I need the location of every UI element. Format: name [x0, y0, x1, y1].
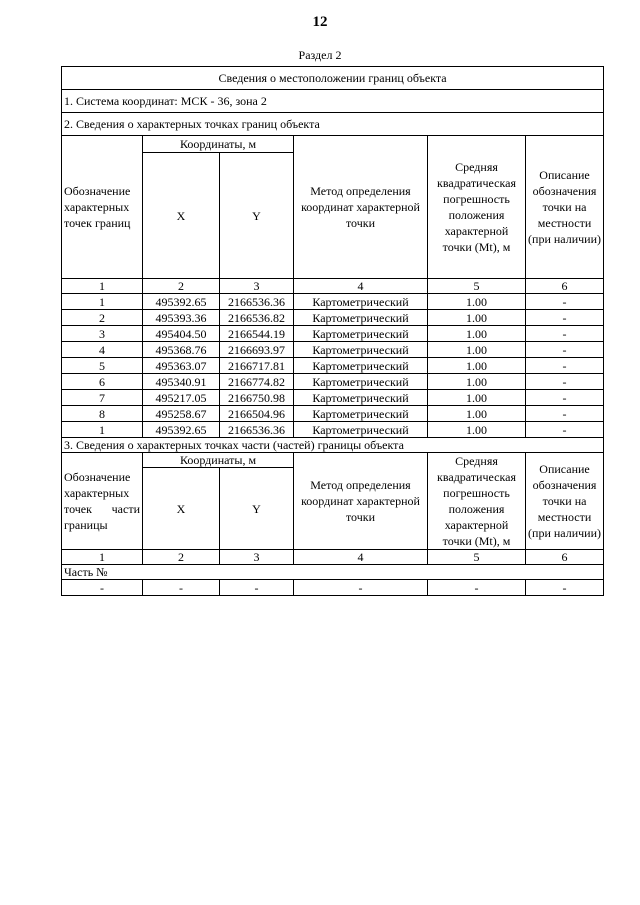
accuracy: 1.00 — [428, 310, 526, 326]
table-row — [62, 294, 604, 310]
accuracy: 1.00 — [428, 326, 526, 342]
table-title: Сведения о местоположении границ объекта — [62, 67, 604, 90]
description: - — [526, 326, 604, 342]
parts-header-coordinates: Координаты, м — [143, 453, 294, 468]
table-row — [62, 358, 604, 374]
header-accuracy: Средняя квадратическая погрешность положения характерной точки (Mt), м — [428, 136, 526, 279]
parts-index-row — [62, 550, 604, 565]
method: Картометрический — [294, 326, 428, 342]
header-y: Y — [220, 153, 294, 279]
point-id: 2 — [62, 310, 143, 326]
part-point-id: - — [62, 580, 143, 596]
coord-x: 495392.65 — [143, 294, 220, 310]
description: - — [526, 406, 604, 422]
part-description: - — [526, 580, 604, 596]
description: - — [526, 310, 604, 326]
index-cell: 1 — [62, 279, 143, 294]
accuracy: 1.00 — [428, 358, 526, 374]
description: - — [526, 374, 604, 390]
point-id: 5 — [62, 358, 143, 374]
index-cell: 4 — [294, 279, 428, 294]
accuracy: 1.00 — [428, 390, 526, 406]
point-id: 6 — [62, 374, 143, 390]
coord-y: 2166774.82 — [220, 374, 294, 390]
method: Картометрический — [294, 294, 428, 310]
coord-y: 2166750.98 — [220, 390, 294, 406]
coord-y: 2166536.82 — [220, 310, 294, 326]
description: - — [526, 294, 604, 310]
accuracy: 1.00 — [428, 374, 526, 390]
coord-x: 495340.91 — [143, 374, 220, 390]
method: Картометрический — [294, 406, 428, 422]
description: - — [526, 422, 604, 438]
coord-x: 495258.67 — [143, 406, 220, 422]
point-id: 1 — [62, 294, 143, 310]
index-cell: 5 — [428, 279, 526, 294]
table-row — [62, 422, 604, 438]
header-designation: Обозначение характерных точек границ — [62, 136, 143, 279]
index-cell: 3 — [220, 550, 294, 565]
index-cell: 6 — [526, 550, 604, 565]
method: Картометрический — [294, 390, 428, 406]
coordinate-system: 1. Система координат: МСК - 36, зона 2 — [62, 90, 604, 113]
header-description: Описание обозначения точки на местности (при наличии) — [526, 136, 604, 279]
point-id: 8 — [62, 406, 143, 422]
accuracy: 1.00 — [428, 294, 526, 310]
points-section-title: 2. Сведения о характерных точках границ объекта — [62, 113, 604, 136]
table-row — [62, 326, 604, 342]
table-row — [62, 406, 604, 422]
accuracy: 1.00 — [428, 342, 526, 358]
parts-header-method: Метод определения координат характерной точки — [294, 453, 428, 550]
parts-section-title: 3. Сведения о характерных точках части (частей) границы объекта — [62, 438, 604, 453]
boundary-table — [61, 66, 604, 596]
point-id: 4 — [62, 342, 143, 358]
table-row — [62, 390, 604, 406]
index-row — [62, 279, 604, 294]
index-cell: 2 — [143, 550, 220, 565]
coord-y: 2166504.96 — [220, 406, 294, 422]
coord-x: 495363.07 — [143, 358, 220, 374]
coord-y: 2166536.36 — [220, 422, 294, 438]
parts-header-description: Описание обозначения точки на местности (при наличии) — [526, 453, 604, 550]
method: Картометрический — [294, 374, 428, 390]
coord-x: 495404.50 — [143, 326, 220, 342]
description: - — [526, 358, 604, 374]
table-row — [62, 374, 604, 390]
table-row — [62, 580, 604, 596]
description: - — [526, 342, 604, 358]
header-x: X — [143, 153, 220, 279]
parts-header-x: X — [143, 468, 220, 550]
section-title: Раздел 2 — [298, 48, 342, 62]
index-cell: 4 — [294, 550, 428, 565]
header-coordinates: Координаты, м — [143, 136, 294, 153]
header-method: Метод определения координат характерной точки — [294, 136, 428, 279]
method: Картометрический — [294, 310, 428, 326]
parts-header-accuracy: Средняя квадратическая погрешность положения характерной точки (Mt), м — [428, 453, 526, 550]
index-cell: 2 — [143, 279, 220, 294]
part-number-label: Часть № — [62, 565, 604, 580]
point-id: 1 — [62, 422, 143, 438]
part-coord-y: - — [220, 580, 294, 596]
page-number: 12 — [312, 14, 328, 30]
coord-x: 495368.76 — [143, 342, 220, 358]
index-cell: 5 — [428, 550, 526, 565]
index-cell: 1 — [62, 550, 143, 565]
method: Картометрический — [294, 342, 428, 358]
description: - — [526, 390, 604, 406]
table-row — [62, 310, 604, 326]
point-id: 3 — [62, 326, 143, 342]
accuracy: 1.00 — [428, 406, 526, 422]
parts-header-y: Y — [220, 468, 294, 550]
point-id: 7 — [62, 390, 143, 406]
coord-x: 495392.65 — [143, 422, 220, 438]
table-row — [62, 342, 604, 358]
parts-header-designation: Обозначение характерных точек части границы — [62, 453, 143, 550]
part-accuracy: - — [428, 580, 526, 596]
accuracy: 1.00 — [428, 422, 526, 438]
coord-y: 2166693.97 — [220, 342, 294, 358]
coord-y: 2166717.81 — [220, 358, 294, 374]
part-method: - — [294, 580, 428, 596]
coord-y: 2166544.19 — [220, 326, 294, 342]
index-cell: 6 — [526, 279, 604, 294]
coord-y: 2166536.36 — [220, 294, 294, 310]
method: Картометрический — [294, 358, 428, 374]
part-coord-x: - — [143, 580, 220, 596]
method: Картометрический — [294, 422, 428, 438]
coord-x: 495217.05 — [143, 390, 220, 406]
index-cell: 3 — [220, 279, 294, 294]
coord-x: 495393.36 — [143, 310, 220, 326]
